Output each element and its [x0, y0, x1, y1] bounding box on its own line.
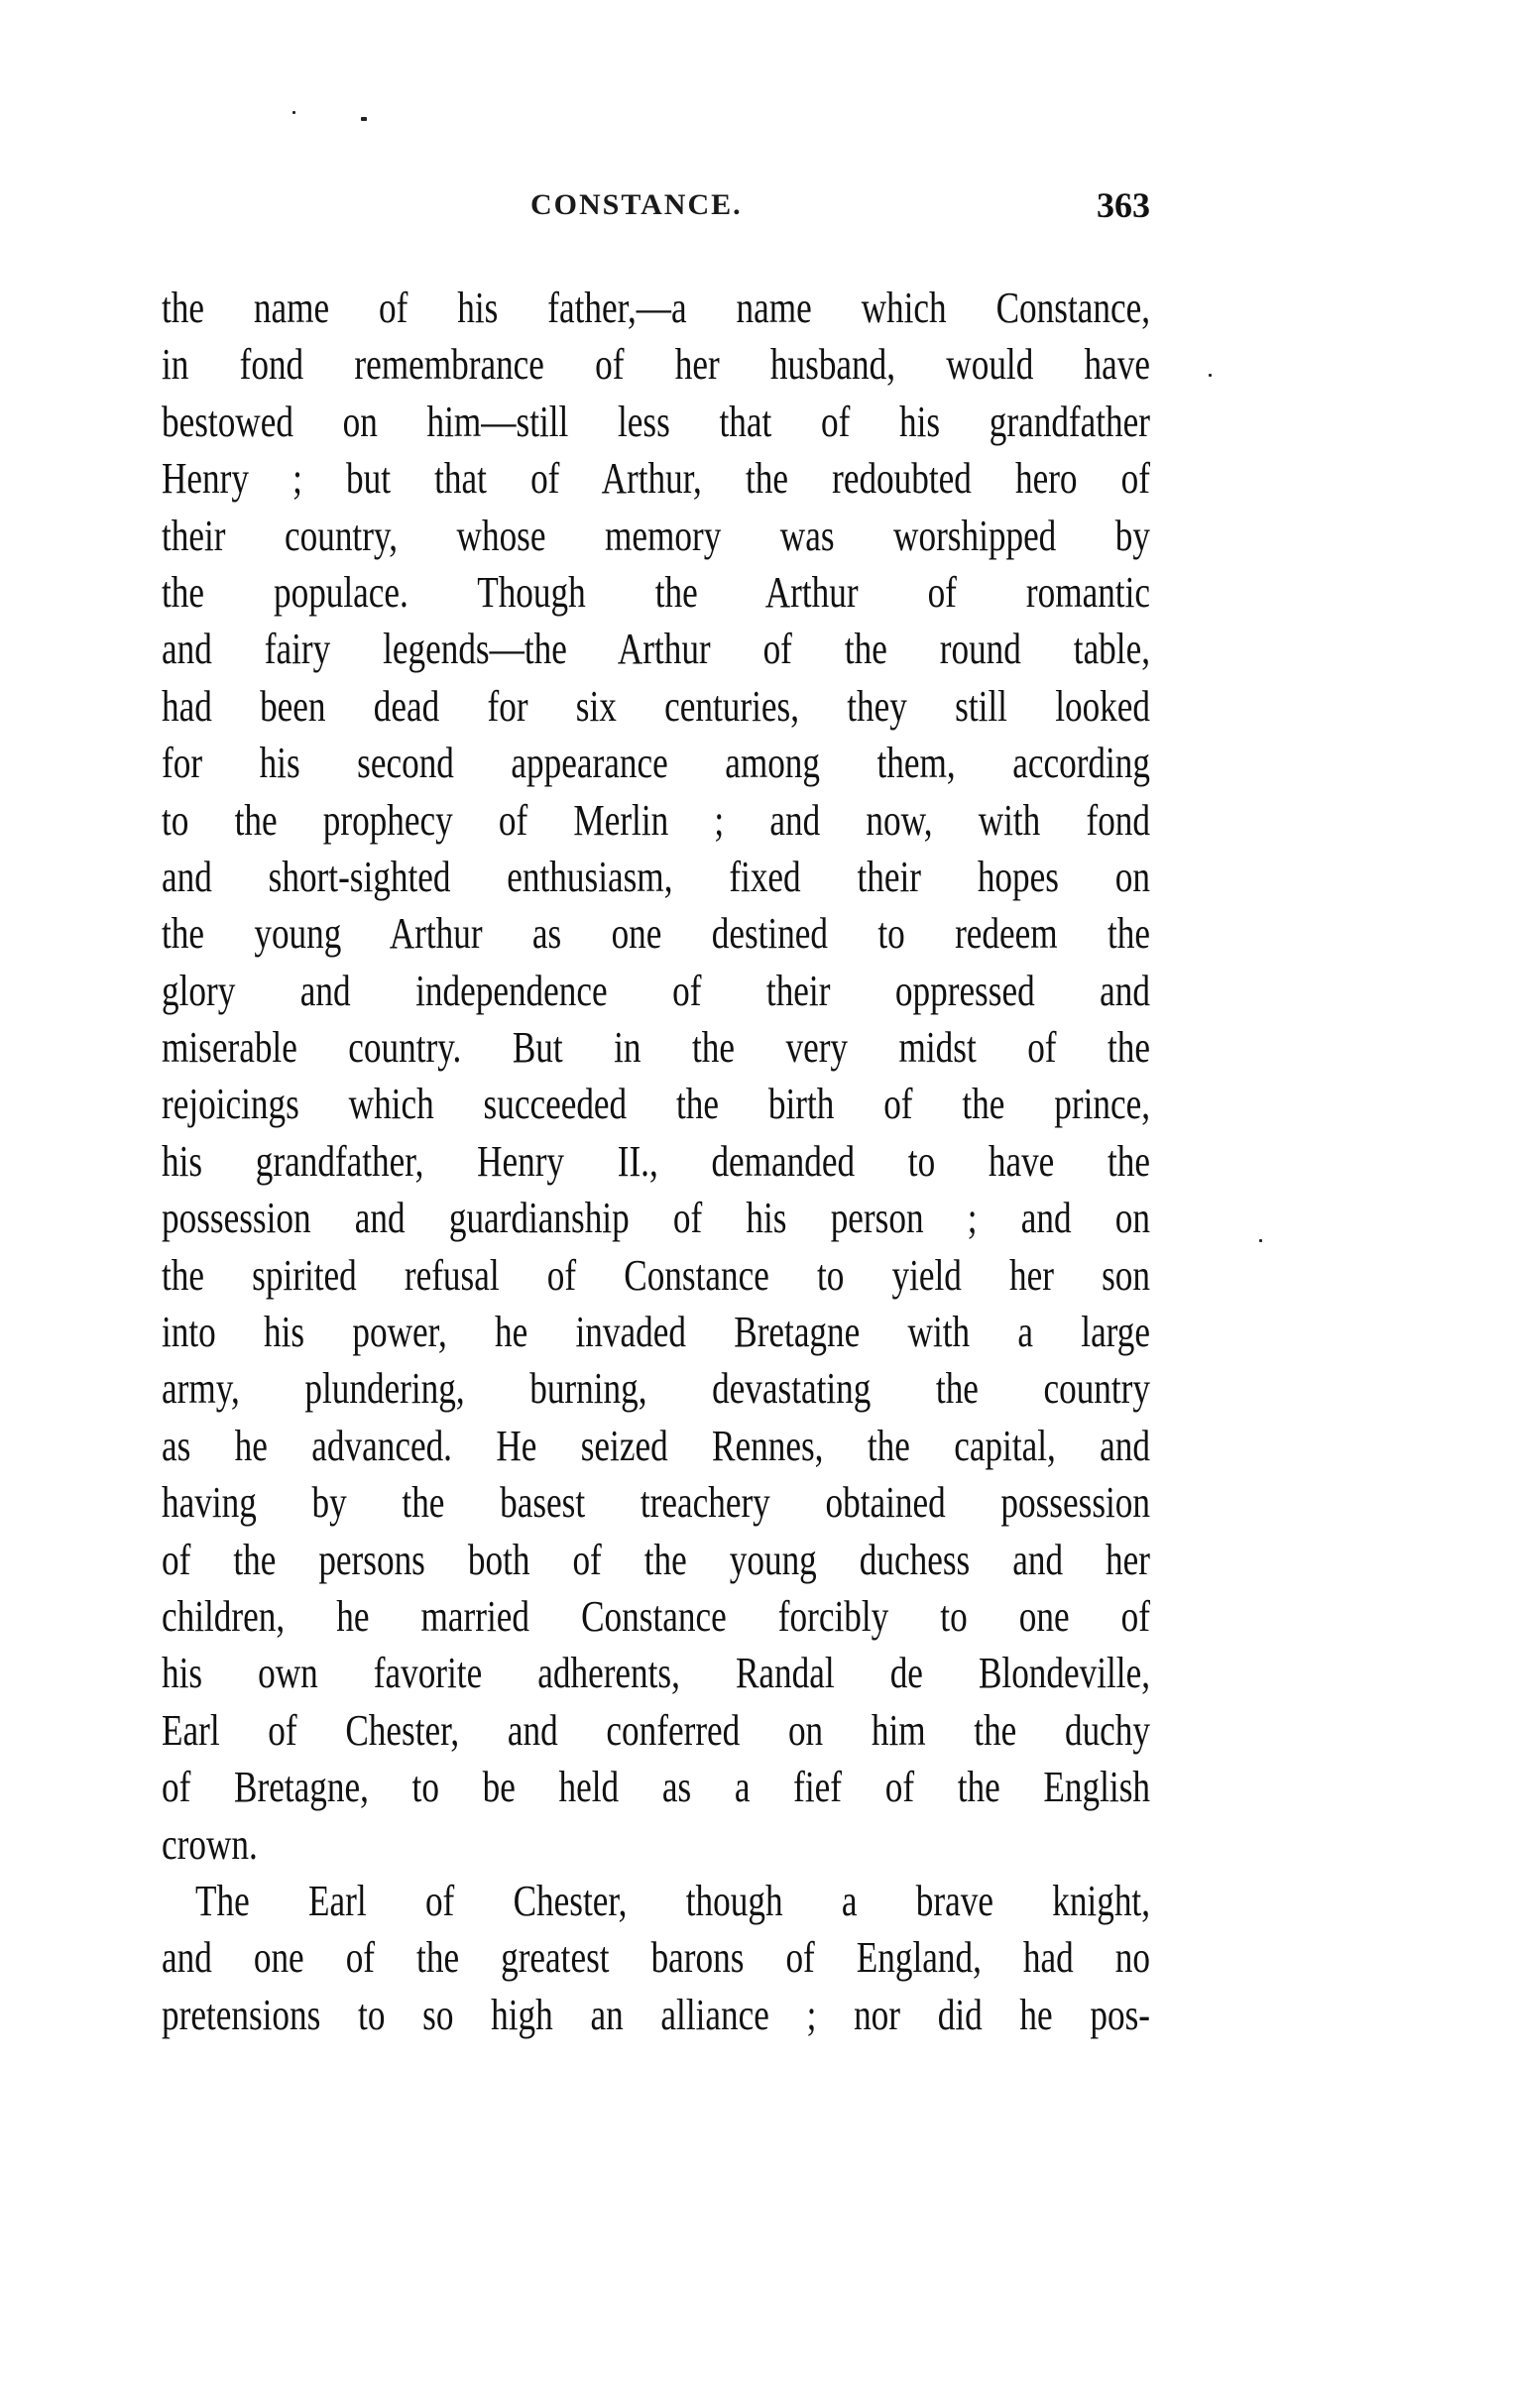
scan-speck	[361, 117, 367, 121]
text-line	[162, 1987, 1150, 2043]
text-line-content: the name of his father,—a name which Constance,	[162, 284, 1150, 332]
text-line	[162, 1532, 1150, 1588]
text-line-content: crown.	[162, 1819, 258, 1869]
text-line	[162, 1873, 1150, 1929]
text-line-content: of Bretagne, to be held as a fief of the English	[162, 1763, 1150, 1812]
text-line-content: into his power, he invaded Bretagne with a large	[162, 1308, 1150, 1357]
text-line	[162, 1816, 1150, 1873]
text-line-content: as he advanced. He seized Rennes, the capital, and	[162, 1421, 1150, 1470]
text-line	[162, 1645, 1150, 1701]
text-line	[162, 1759, 1150, 1815]
text-line-content: in fond remembrance of her husband, would have	[162, 340, 1150, 390]
text-line-content: had been dead for six centuries, they still looked	[162, 681, 1150, 731]
paragraph	[162, 1873, 1150, 2043]
text-line-content: and fairy legends—the Arthur of the round table,	[162, 625, 1150, 674]
text-line	[162, 1304, 1150, 1360]
text-line	[162, 1418, 1150, 1474]
text-line-content: his own favorite adherents, Randal de Blondeville,	[162, 1649, 1150, 1698]
text-line-content: bestowed on him—still less that of his grandfather	[162, 397, 1150, 446]
text-line	[162, 1133, 1150, 1190]
text-line-content: Earl of Chester, and conferred on him the duchy	[162, 1705, 1150, 1755]
text-line	[162, 564, 1150, 621]
text-line	[162, 963, 1150, 1019]
text-line	[162, 336, 1150, 393]
text-line-content: army, plundering, burning, devastating the country	[162, 1364, 1150, 1414]
scan-speck	[292, 111, 295, 114]
text-line-content: to the prophecy of Merlin ; and now, with fond	[162, 795, 1150, 845]
text-line-content: their country, whose memory was worshipped by	[162, 511, 1150, 560]
scan-speck	[1259, 1239, 1262, 1242]
text-line	[162, 678, 1150, 735]
scan-speck	[1209, 374, 1212, 377]
text-line-content: Henry ; but that of Arthur, the redoubted hero of	[162, 454, 1150, 504]
text-line-content: glory and independence of their oppressed and	[162, 966, 1150, 1015]
text-line	[162, 450, 1150, 507]
text-line-content: of the persons both of the young duchess and her	[162, 1535, 1150, 1584]
text-line	[162, 1929, 1150, 1986]
text-line	[162, 905, 1150, 962]
text-line-content: having by the basest treachery obtained possession	[162, 1478, 1150, 1528]
text-line	[162, 621, 1150, 677]
text-line-content: and one of the greatest barons of England, had no	[162, 1933, 1150, 1983]
running-title: CONSTANCE.	[530, 188, 743, 221]
text-line	[162, 1190, 1150, 1246]
running-head	[162, 185, 1150, 238]
text-line-content: miserable country. But in the very midst of the	[162, 1023, 1150, 1073]
paragraph	[162, 280, 1150, 1873]
text-line	[162, 849, 1150, 905]
text-line	[162, 735, 1150, 791]
text-line-content: children, he married Constance forcibly to one of	[162, 1591, 1150, 1641]
text-line-content: possession and guardianship of his person ; and on	[162, 1194, 1150, 1243]
text-line	[162, 394, 1150, 450]
text-line-content: his grandfather, Henry II., demanded to have the	[162, 1136, 1150, 1186]
text-line-content: the spirited refusal of Constance to yield her son	[162, 1250, 1150, 1300]
text-line	[162, 508, 1150, 564]
page-number: 363	[1097, 185, 1150, 225]
text-line	[162, 1247, 1150, 1304]
text-line	[162, 1702, 1150, 1759]
text-line-content: and short-sighted enthusiasm, fixed their hopes on	[162, 852, 1150, 901]
text-line	[162, 792, 1150, 849]
text-line-content: the young Arthur as one destined to redeem the	[162, 909, 1150, 959]
text-line-content: the populace. Though the Arthur of romantic	[162, 567, 1150, 617]
text-line-content: pretensions to so high an alliance ; nor did he pos-	[162, 1990, 1150, 2039]
text-line	[162, 1076, 1150, 1132]
text-line	[162, 1588, 1150, 1645]
text-line	[162, 1019, 1150, 1076]
text-line-content: for his second appearance among them, according	[162, 739, 1150, 788]
text-line	[162, 280, 1150, 336]
text-line	[162, 1474, 1150, 1531]
text-line	[162, 1360, 1150, 1417]
text-line-content: rejoicings which succeeded the birth of the prince,	[162, 1080, 1150, 1129]
text-line-content: The Earl of Chester, though a brave knight,	[195, 1876, 1150, 1925]
body-text	[162, 280, 1150, 2043]
